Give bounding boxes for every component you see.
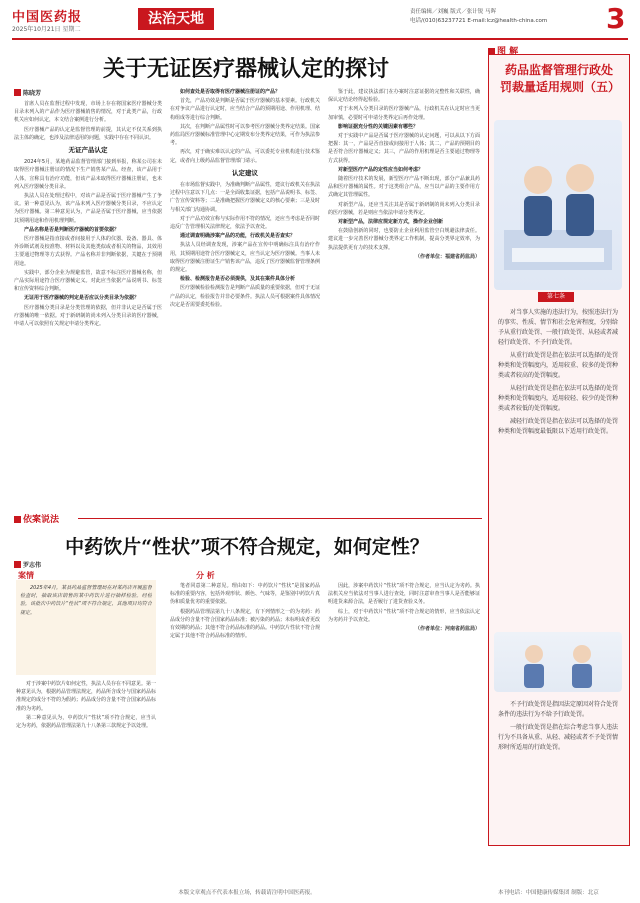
paragraph: 对当事人实施的违法行为，按照违法行为的事实、性质、情节和社会危害程度，分别给予从重行政处罚、一般行政处罚、从轻或者减轻行政处罚、不予行政处罚。	[498, 309, 618, 346]
paragraph: 其次，在判断产品属性时可以参考医疗器械分类界定结果。国家药监局医疗器械标准管理中心定期发布分类界定结果，可作为执法参考。	[170, 123, 320, 147]
sidebar-text	[498, 308, 618, 628]
paragraph: 对于实践中产品是否属于医疗器械的认定问题，可以从以下方面把握：其一，产品是否直接或间接用于人体；其二，产品的预期目的是否符合医疗器械定义；其三，产品的作用机理是否主要通过物理等方式获得。	[328, 133, 480, 164]
editor-info	[410, 8, 547, 26]
paragraph: 鉴于此，建议执法部门在办案时注意证据的完整性和关联性，确保认定结论经得起检验。	[328, 89, 480, 104]
newspaper-logo: 中国医药报	[12, 10, 83, 25]
article-column-3	[328, 88, 480, 506]
case-text	[20, 584, 152, 672]
paragraph: 笔者同意第二种意见。理由如下：中药饮片“性状”是国家药品标准的重要内容，包括外观形状、颜色、气味等，是鉴别中药饮片真伪和质量优劣的重要依据。	[170, 583, 320, 606]
paragraph: 综上，对于中药饮片“性状”项不符合规定的情形，应当依法认定为劣药并予以查处。	[328, 608, 480, 623]
paragraph: 一般行政处罚是指在综合考虑当事人违法行为不具备从重、从轻、减轻或者不予处罚情形时所适用的行政处罚。	[498, 724, 618, 751]
paragraph: 2025年4月，某县药品监督管理局在对某药店开展监督检查时，抽取该店销售的某中药饮片进行抽样检验。经检验，该批次中药饮片“性状”项不符合规定，其他项目均符合规定。	[20, 585, 152, 616]
case-label: 案情	[18, 571, 34, 580]
label-square-icon	[488, 48, 495, 55]
bold-question: 检验、检测报告是否必须提供，及其在案件具体分析	[180, 276, 296, 283]
paragraph: 在市场监督实践中，为准确判断产品属性，建议行政机关在执法过程中注意以下几点：一是全面收集证据，包括产品说明书、标签、广告宣传资料等；二是准确把握医疗器械定义的核心要素；三是及时与相关部门沟通协调。	[170, 182, 320, 213]
paragraph: 从重行政处罚是指在依法可以选择的处罚种类和处罚幅度内，适用较重、较多的处罚种类或者较高的处罚幅度。	[498, 352, 618, 379]
header-rule	[12, 38, 628, 40]
paragraph: 不予行政处罚是指因法定原因对符合处罚条件的违法行为不给予行政处罚。	[498, 701, 618, 718]
paragraph: 从轻行政处罚是指在依法可以选择的处罚种类和处罚幅度内，适用较轻、较少的处罚种类或者较低的处罚幅度。	[498, 385, 618, 412]
article-column-5	[170, 582, 320, 880]
paragraph: 随着医疗技术的发展，新型医疗产品不断出现，部分产品兼具药品和医疗器械的属性。对于这类组合产品，应当以产品的主要作用方式确定其管理属性。	[328, 176, 480, 199]
sidebar-text-2	[498, 700, 618, 880]
paragraph: 减轻行政处罚是指在依法可以选择的处罚种类和处罚幅度最低限以下适用行政处罚。	[498, 418, 618, 435]
bold-question: 如何查处是否取得有医疗器械注册证的产品？	[180, 89, 281, 95]
paragraph: 对新型产品，还应当关注其是否属于新研制的尚未列入分类目录的医疗器械，若是则应当依法申请分类界定。	[328, 201, 480, 216]
paragraph: 执法人员经调查发现，涉案产品在宣传中明确标注具有治疗作用，其预期用途符合医疗器械定义，应当认定为医疗器械。当事人未取得医疗器械注册证生产销售该产品，违反了医疗器械监督管理条例的规定。	[170, 242, 320, 274]
bold-question: 影响证据充分性的关键因素有哪些？	[338, 123, 419, 130]
footer-note: 本版文章观点不代表本报立场，转载请注明中国医药报。	[178, 890, 316, 896]
paragraph: 对于产品功效宣称与实际作用不符的情况，还应当考虑是否同时违反广告管理相关法律规定，依法予以查处。	[170, 215, 320, 231]
sidebar-label	[488, 44, 518, 57]
bold-question: 通过调查明确涉案产品的功能，行政机关是否查实？	[180, 233, 296, 240]
article-tag: 第七条	[538, 292, 574, 302]
paragraph: 第二种意见认为，中药饮片“性状”项不符合规定，应当认定为劣药，依据药品管理法第九十八条第三款规定予以处理。	[16, 714, 156, 730]
analysis-label: 分 析	[196, 571, 215, 580]
section-heading: 无证产品认定	[68, 146, 108, 155]
author-name: 罗志伟	[23, 562, 42, 569]
author-byline-2	[14, 560, 41, 569]
bold-question: 对新型产品，法律应规定新方式，操作企业创新	[338, 219, 444, 226]
author-byline	[14, 88, 41, 97]
label-square-icon	[14, 516, 21, 523]
bold-question: 产品名称是否是判断医疗器械的首要依据？	[24, 226, 120, 233]
issue-date: 2025年10月21日 星期二	[12, 26, 81, 33]
article-title: 关于无证医疗器械认定的探讨	[102, 56, 389, 82]
editor-names: 责任编辑／刘巍 版式／张计锐 马晖	[410, 9, 496, 15]
sidebar-label-text: 图 解	[497, 47, 519, 57]
author-square-icon	[14, 561, 21, 568]
article-column-1	[14, 100, 162, 506]
contact-info: 电话/(010)63237721 E-mail:lcz@health-china.com	[410, 18, 548, 24]
masthead	[0, 0, 640, 38]
illustration-image	[494, 120, 622, 290]
author-name: 陈晓芳	[23, 90, 42, 97]
author-square-icon	[14, 89, 21, 96]
paragraph: 对于涉案中药饮片如何定性，执法人员存在不同意见。第一种意见认为，根据药品管理法规定，药品所含成分与国家药品标准规定的成分不符的为假药；药品成分的含量不符合国家药品标准的为劣药。	[16, 681, 156, 712]
article-title-2: 中药饮片“性状”项不符合规定，如何定性？	[65, 536, 429, 558]
section-title: 法治天地	[138, 8, 214, 30]
paragraph: 医疗器械检验检测报告是判断产品质量的重要依据，但对于无证产品的认定，检验报告并非必要条件。执法人员可根据案件具体情况决定是否需要委托检验。	[170, 285, 320, 308]
paragraph: 医疗器械产品的认定是监督管理的前提，其认定不仅关系到执法主体的确定，也涉及法律适用的问题，实践中存在不同认识。	[14, 126, 162, 141]
paragraph: 根据药品管理法第九十八条规定，有下列情形之一的为劣药：药品成分的含量不符合国家药品标准；被污染的药品；未标明或者更改有效期的药品；其他不符合药品标准的药品。中药饮片性状不符合规定属于其他不符合药品标准的情形。	[170, 608, 320, 640]
paragraph: 对于未列入分类目录的医疗器械产品，行政机关在认定时应当更加审慎，必要时可申请分类界定后再作处理。	[328, 106, 480, 121]
section-label	[14, 512, 59, 525]
footer-right: 本刊电话：中国健康传媒集团 制版：北京	[498, 890, 599, 896]
people-illustration-icon	[494, 632, 622, 692]
page-number: 3	[606, 2, 626, 35]
paragraph: 首先，产品功效是判断是否属于医疗器械的基本要素。行政机关在对争议产品进行认定时，应当结合产品的预期用途、作用机理、结构组成等进行综合判断。	[170, 98, 320, 121]
sidebar-title: 药品监督管理行政处罚裁量适用规则（五）	[500, 63, 621, 94]
article-column-4	[16, 680, 156, 880]
paragraph: 因此，涉案中药饮片“性状”项不符合规定，应当认定为劣药。执法机关应当依法对当事人进行查处，同时注意审查当事人是否能够证明进货来源合法，是否履行了进货查验义务。	[328, 583, 480, 606]
section-label-text: 依案说法	[23, 515, 60, 525]
paragraph: 实践中，部分企业为规避监管，故意不标注医疗器械名称，但产品实际用途符合医疗器械定义。对此应当依据产品说明书、标签和宣传资料综合判断。	[14, 269, 162, 293]
section-heading: 认定建议	[232, 168, 258, 177]
article-column-2	[170, 88, 320, 506]
officials-illustration-icon	[494, 120, 622, 290]
bold-question: 无证用于医疗器械的判定是否应以分类目录为依据？	[24, 295, 140, 302]
paragraph: 执法人员在处理过程中，对该产品是否属于医疗器械产生了争议。第一种意见认为，该产品未列入医疗器械分类目录，不应认定为医疗器械。第二种意见认为，产品是否属于医疗器械，应当依据其预期用途和作用机理判断。	[14, 193, 162, 224]
section-rule	[78, 518, 482, 519]
paragraph: 再次，对于确实难以认定的产品，可以委托专业机构进行技术鉴定，或者向上级药品监督管理部门请示。	[170, 149, 320, 164]
paragraph: 首席人员在监督过程中发现，市场上存在将国家医疗器械分类目录未列入的产品作为医疗器械销售的情况，对于此类产品，行政机关应如何认定，本文结合案例进行分析。	[14, 101, 162, 124]
author-unit: （作者单位：福建省药监局）	[414, 253, 480, 260]
author-unit: （作者单位：河南省药监局）	[414, 626, 480, 633]
bold-question: 对新型医疗产品的定性应当如何考虑？	[338, 166, 424, 173]
paragraph: 在鼓励创新的同时，也要防止企业利用监管空白规避法律责任。建议进一步完善医疗器械分类界定工作机制，提高分类界定效率，为执法提供更有力的技术支撑。	[328, 228, 480, 251]
paragraph: 2024年5月，某地药品监督管理部门接到举报，称某公司在未取得医疗器械注册证的情况下生产销售某产品。经查，该产品用于人体，宣称具有治疗功能，但该产品未取得医疗器械注册证，也未列入医疗器械分类目录。	[14, 159, 162, 190]
paragraph: 医疗器械是指直接或者间接用于人体的仪器、设备、器具、体外诊断试剂及校准物、材料以及其他类似或者相关的物品，其效用主要通过物理等方式获得。产品名称并非判断依据，关键在于预期用途。	[14, 236, 162, 267]
article-column-6	[328, 582, 480, 880]
illustration-image	[494, 632, 622, 692]
paragraph: 医疗器械分类目录是分类管理的依据，但并非认定是否属于医疗器械的唯一依据。对于新研制的尚未列入分类目录的医疗器械，申请人可以依照有关规定申请分类界定。	[14, 304, 162, 328]
